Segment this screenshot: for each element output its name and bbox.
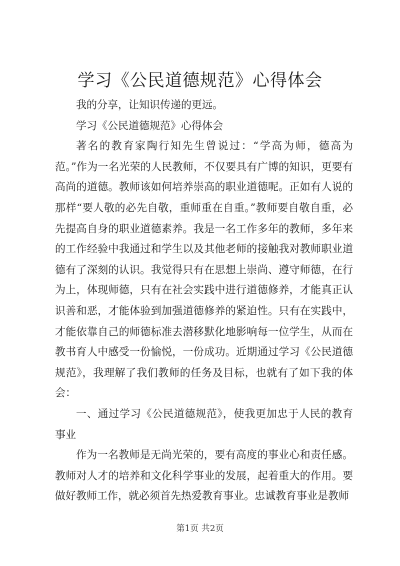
- subtitle-paragraph: 学习《公民道德规范》心得体会: [76, 119, 223, 132]
- page-number-footer: 第1页 共2页: [176, 524, 224, 534]
- document-title: 学习《公民道德规范》心得体会: [77, 71, 323, 91]
- document-body: [55, 95, 353, 507]
- share-note-paragraph: 我的分享，让知识传递的更远。: [76, 99, 223, 111]
- body-paragraph: 著名的教育家陶行知先生曾说过：“学高为师，德高为范。”作为一名光荣的人民教师，不仅要具有广博的知识，更要有高尚的道德。教师该如何培养崇高的职业道德呢。正如有人说的那样“要人敬的必先自敬，重师重在自重。”教师要自敬自重，必先提高自身的职业道德素养。我是一名工作多年的教师，多年来的工作经验中我通过和学生以及其他老师的接触我对教师职业道德有了深刻的认识。我觉得只有在思想上崇尚、遵守师德，在行为上，体现师德，只有在社会实践中进行道德修养，才能真正认识善和恶，才能体验到加强道德修养的紧迫性。只有在实践中，才能依靠自己的师德标准去潜移默化地影响每一位学生，从而在教书育人中感受一份愉悦，一份成功。近期通过学习《公民道德规范》，我理解了我们教师的任务及目标，也就有了如下我的体会：: [55, 140, 353, 400]
- body-paragraph: 作为一名教师是无尚光荣的，要有高度的事业心和责任感。教师对人才的培养和文化科学事业的发展，起着重大的作用。要做好教师工作，就必须首先热爱教育事业。忠诚教育事业是教师: [55, 449, 353, 503]
- section-heading-paragraph: 一、通过学习《公民道德规范》，使我更加忠于人民的教育事业: [55, 407, 353, 441]
